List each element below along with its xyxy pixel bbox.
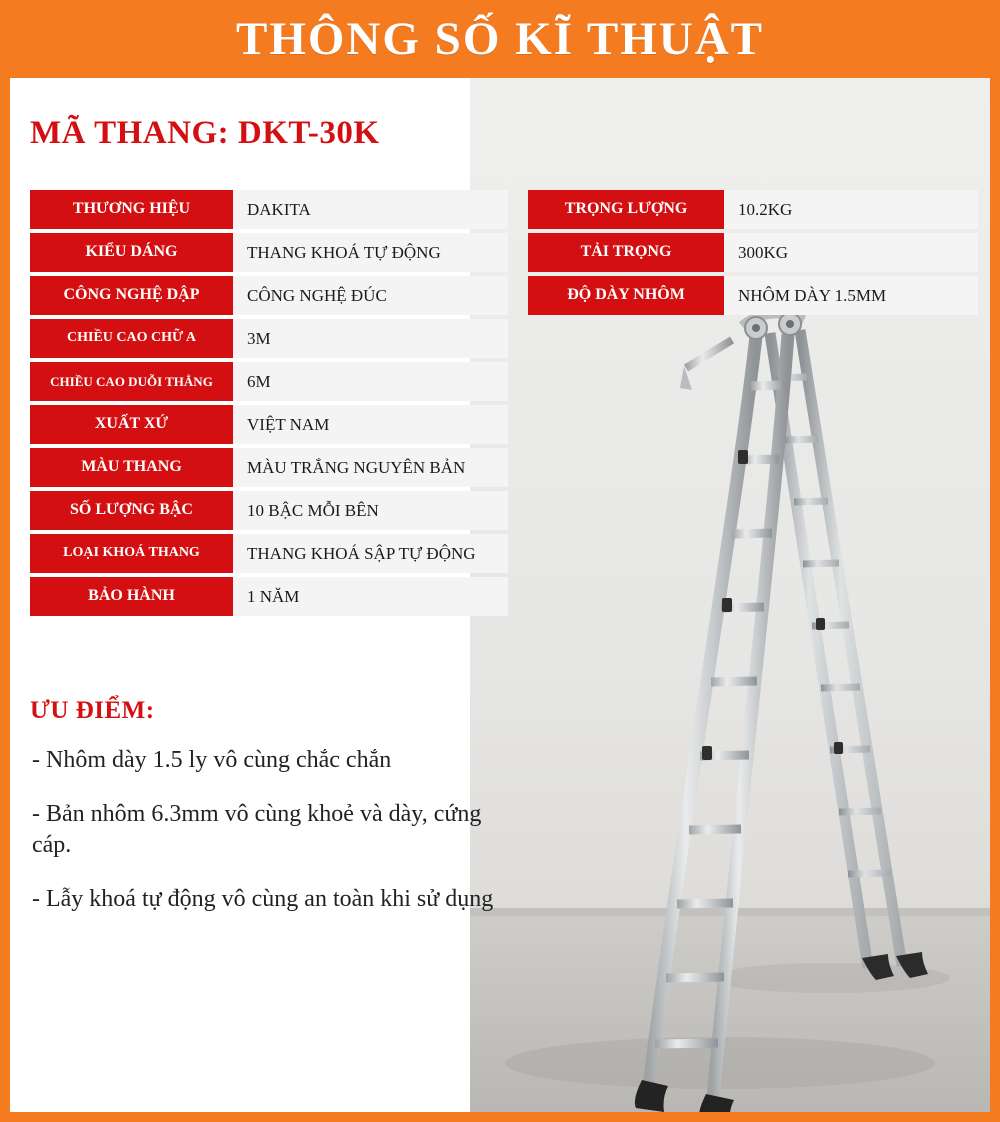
spec-value: NHÔM DÀY 1.5MM — [724, 276, 978, 315]
spec-label: ĐỘ DÀY NHÔM — [528, 276, 724, 315]
advantage-item: - Bản nhôm 6.3mm vô cùng khoẻ và dày, cứng cáp. — [32, 800, 482, 859]
spec-label: XUẤT XỨ — [30, 405, 233, 444]
spec-row — [30, 319, 508, 358]
spec-row — [30, 276, 508, 315]
spec-row — [528, 190, 978, 229]
header-banner — [0, 0, 1000, 78]
spec-value: THANG KHOÁ TỰ ĐỘNG — [233, 233, 508, 272]
spec-label: CÔNG NGHỆ DẬP — [30, 276, 233, 315]
spec-label: SỐ LƯỢNG BẬC — [30, 491, 233, 530]
spec-value: 3M — [233, 319, 508, 358]
spec-row — [30, 448, 508, 487]
spec-row — [528, 233, 978, 272]
spec-row — [30, 190, 508, 229]
spec-row — [528, 276, 978, 315]
page-title: THÔNG SỐ KĨ THUẬT — [235, 13, 765, 65]
spec-value: DAKITA — [233, 190, 508, 229]
model-code: MÃ THANG: DKT-30K — [30, 115, 380, 151]
spec-value: THANG KHOÁ SẬP TỰ ĐỘNG — [233, 534, 508, 573]
spec-value: 10 BẬC MỖI BÊN — [233, 491, 508, 530]
spec-label: TRỌNG LƯỢNG — [528, 190, 724, 229]
spec-label: TẢI TRỌNG — [528, 233, 724, 272]
spec-value: 6M — [233, 362, 508, 401]
spec-label: CHIỀU CAO DUỖI THẲNG — [30, 362, 233, 401]
spec-label: MÀU THANG — [30, 448, 233, 487]
spec-label: THƯƠNG HIỆU — [30, 190, 233, 229]
advantage-item: - Nhôm dày 1.5 ly vô cùng chắc chắn — [32, 747, 392, 773]
spec-table-left — [30, 190, 508, 620]
spec-row — [30, 491, 508, 530]
spec-row — [30, 405, 508, 444]
spec-table-right — [528, 190, 978, 319]
advantage-item: - Lẫy khoá tự động vô cùng an toàn khi sử dụng — [32, 886, 494, 913]
spec-row — [30, 233, 508, 272]
spec-value: CÔNG NGHỆ ĐÚC — [233, 276, 508, 315]
spec-label: CHIỀU CAO CHỮ A — [30, 319, 233, 358]
spec-label: LOẠI KHOÁ THANG — [30, 534, 233, 573]
advantages-list — [32, 745, 502, 938]
spec-row — [30, 534, 508, 573]
spec-label: KIỂU DÁNG — [30, 233, 233, 272]
advantages-title: ƯU ĐIỂM: — [30, 697, 155, 724]
spec-label: BẢO HÀNH — [30, 577, 233, 616]
spec-value: VIỆT NAM — [233, 405, 508, 444]
spec-value: 300KG — [724, 233, 978, 272]
spec-value: MÀU TRẮNG NGUYÊN BẢN — [233, 448, 508, 487]
spec-value: 1 NĂM — [233, 577, 508, 616]
spec-row — [30, 362, 508, 401]
spec-value: 10.2KG — [724, 190, 978, 229]
spec-row — [30, 577, 508, 616]
